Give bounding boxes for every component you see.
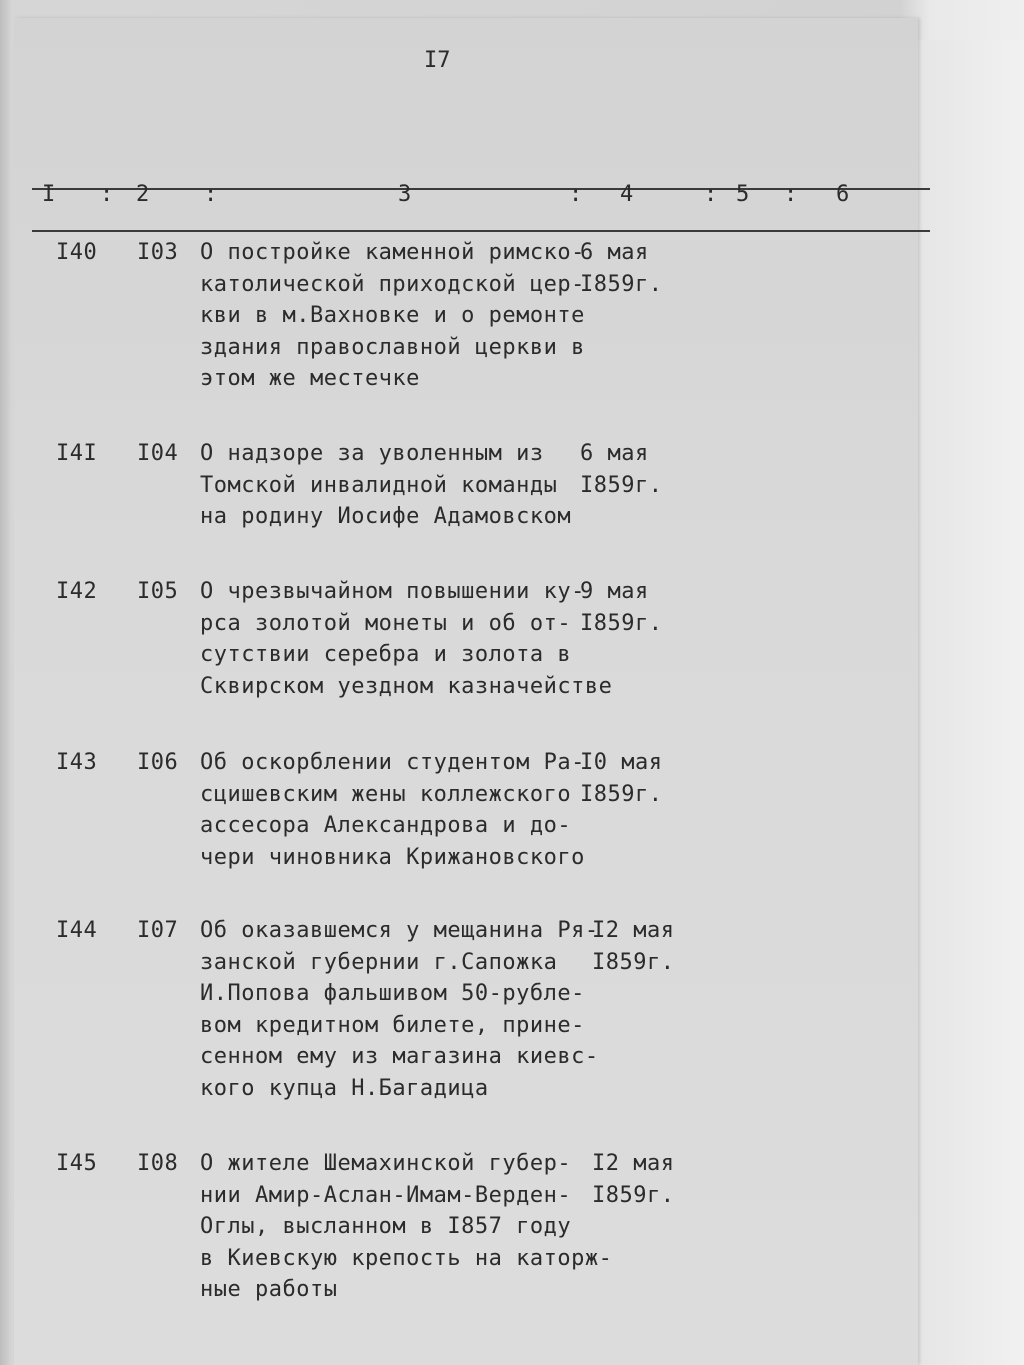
record-date: I2 мая <box>592 918 675 943</box>
record-title-line: О постройке каменной римско- <box>200 240 585 265</box>
header-sep: : <box>204 182 218 207</box>
record-title-line: И.Попова фальшивом 50-рубле- <box>200 981 585 1006</box>
record-title-line: кви в м.Вахновке и о ремонте <box>200 303 585 328</box>
record-old-number: I06 <box>137 750 179 775</box>
header-sep: : <box>100 182 114 207</box>
header-sep: : <box>784 182 798 207</box>
record-date: I859г. <box>580 610 663 636</box>
record-title-line: ные работы <box>200 1277 338 1302</box>
document-page <box>14 18 918 1365</box>
record-date: I0 мая <box>580 750 663 775</box>
record-title-line: католической приходской цер- <box>200 271 585 297</box>
record-title-line: этом же местечке <box>200 366 420 391</box>
record-number: I40 <box>56 240 98 265</box>
record-title-line: О чрезвычайном повышении ку- <box>200 579 585 604</box>
record-number: I43 <box>56 750 98 775</box>
record-title-line: рса золотой монеты и об от- <box>200 610 572 636</box>
record-title-line: на родину Иосифе Адамовском <box>200 504 572 529</box>
record-title-line: кого купца Н.Багадица <box>200 1075 489 1101</box>
record-number: I42 <box>56 579 98 604</box>
header-sep: : <box>569 182 583 207</box>
header-col-3: 3 <box>398 182 412 207</box>
record-title-line: нии Амир-Аслан-Имам-Верден- <box>200 1182 572 1208</box>
record-old-number: I08 <box>137 1151 179 1176</box>
header-sep: : <box>704 182 718 207</box>
record-title-line: Сквирском уездном казначействе <box>200 673 613 699</box>
record-date: I859г. <box>592 949 675 975</box>
record-title-line: вом кредитном билете, прине- <box>200 1012 585 1038</box>
record-date: I859г. <box>592 1182 675 1208</box>
record-title-line: здания православной церкви в <box>200 334 585 360</box>
record-title-line: в Киевскую крепость на каторж- <box>200 1245 613 1271</box>
record-title-line: Об оскорблении студентом Ра- <box>200 750 585 775</box>
header-col-6: 6 <box>836 182 850 207</box>
record-title-line: О надзоре за уволенным из <box>200 441 544 466</box>
record-date: I859г. <box>580 781 663 807</box>
record-number: I45 <box>56 1151 98 1176</box>
record-number: I44 <box>56 918 98 943</box>
header-col-5: 5 <box>736 182 750 207</box>
record-number: I4I <box>56 441 98 466</box>
record-title-line: сцишевским жены коллежского <box>200 781 572 807</box>
header-col-4: 4 <box>620 182 634 207</box>
header-col-2: 2 <box>136 182 150 207</box>
underlying-sheet <box>905 40 1024 1365</box>
record-old-number: I05 <box>137 579 179 604</box>
record-date: I859г. <box>580 271 663 297</box>
record-title-line: занской губернии г.Сапожка <box>200 949 558 975</box>
record-title-line: сенном ему из магазина киевс- <box>200 1044 599 1069</box>
record-date: 9 мая <box>580 579 649 604</box>
record-old-number: I07 <box>137 918 179 943</box>
record-old-number: I04 <box>137 441 179 466</box>
record-title-line: Оглы, высланном в I857 году <box>200 1214 572 1239</box>
record-date: 6 мая <box>580 441 649 466</box>
record-date: I859г. <box>580 472 663 498</box>
record-title-line: сутствии серебра и золота в <box>200 642 572 667</box>
record-title-line: О жителе Шемахинской губер- <box>200 1151 572 1176</box>
record-title-line: ассесора Александрова и до- <box>200 813 572 838</box>
record-old-number: I03 <box>137 240 179 265</box>
record-title-line: Томской инвалидной команды <box>200 472 558 498</box>
page-number: I7 <box>424 48 451 73</box>
record-date: 6 мая <box>580 240 649 265</box>
record-date: I2 мая <box>592 1151 675 1176</box>
header-col-1: I <box>42 182 56 207</box>
record-title-line: чери чиновника Крижановского <box>200 844 585 870</box>
record-title-line: Об оказавшемся у мещанина Ря- <box>200 918 599 943</box>
header-rule-bottom <box>32 230 930 232</box>
